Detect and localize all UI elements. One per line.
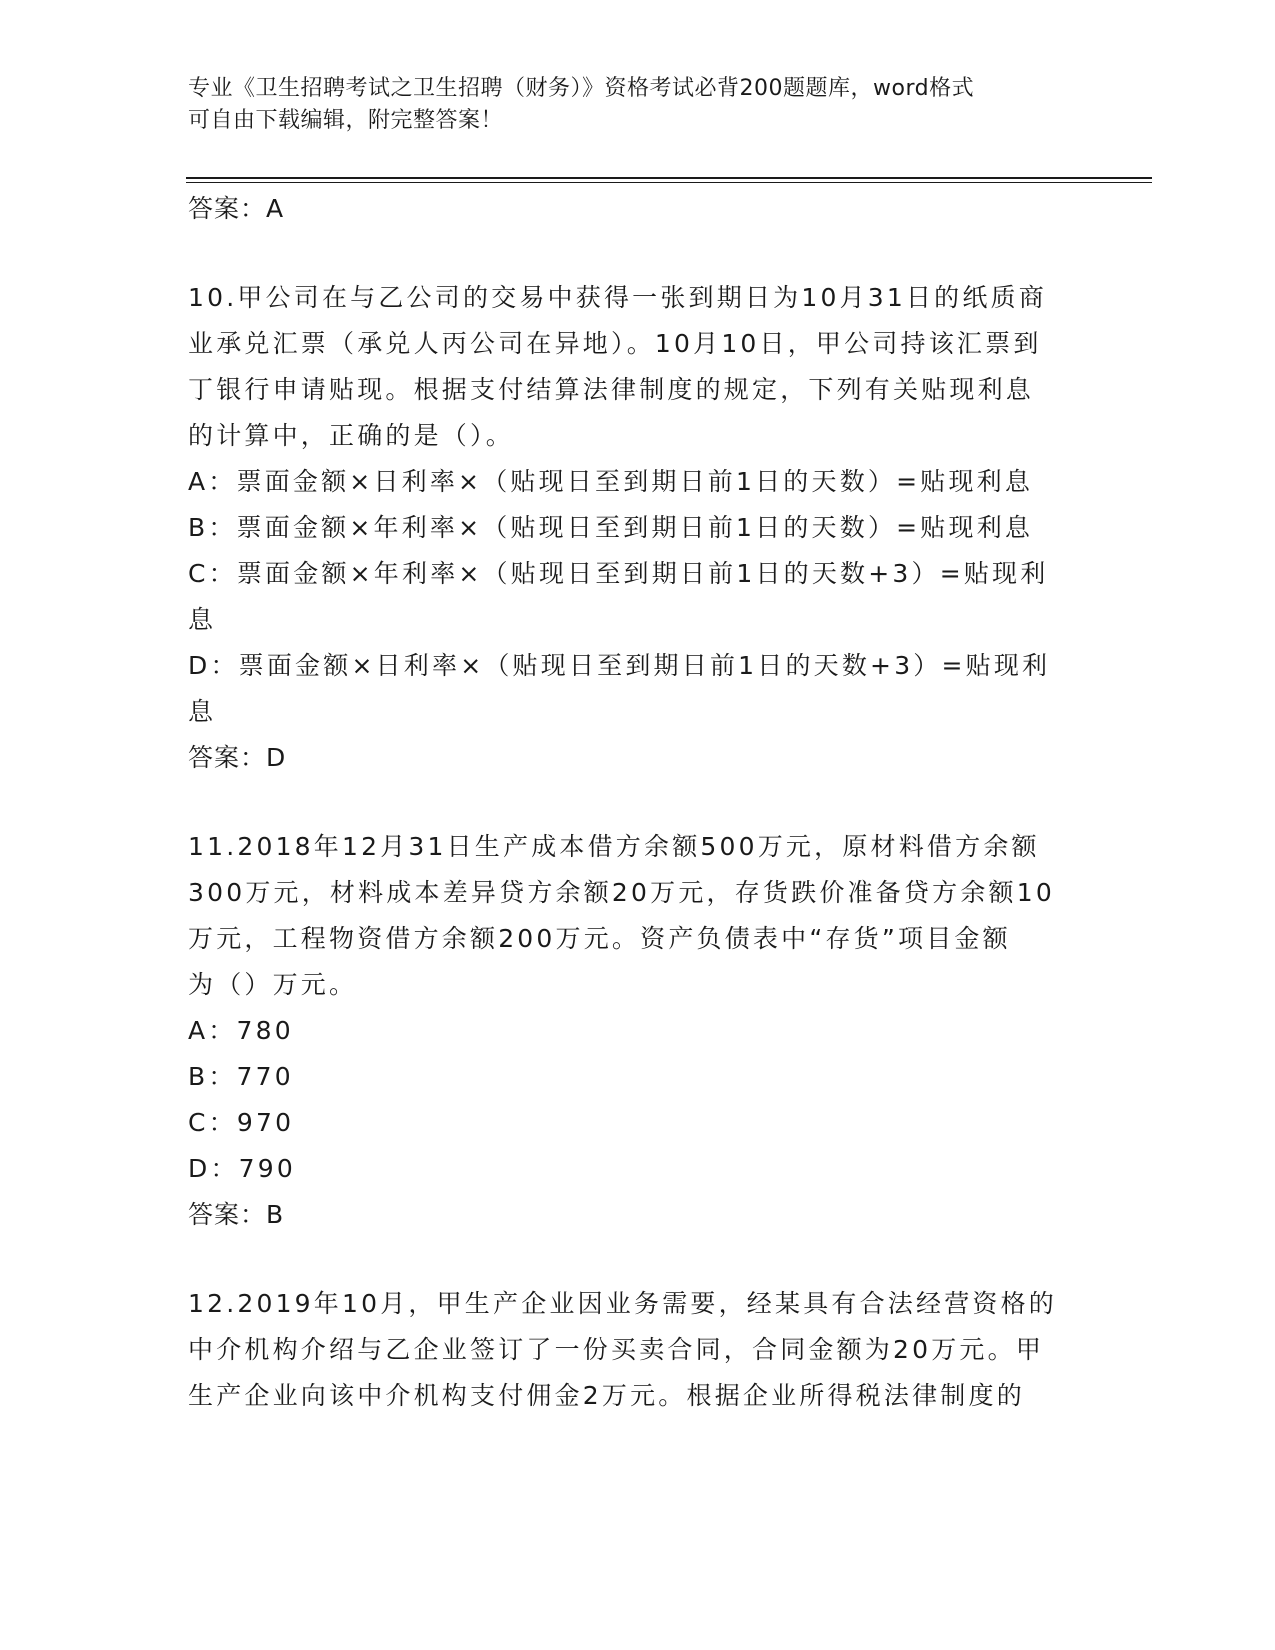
question-stem-line: 生产企业向该中介机构支付佣金2万元。根据企业所得税法律制度的 (188, 1381, 1025, 1410)
document-body (188, 186, 1088, 1419)
header-divider-thick (186, 177, 1152, 179)
question-11 (188, 824, 1088, 1238)
question-11-answer: 答案：B (188, 1200, 285, 1229)
option-b: B：770 (188, 1062, 294, 1091)
question-12 (188, 1281, 1088, 1419)
question-stem-line: 为（）万元。 (188, 970, 358, 999)
option-a: A：780 (188, 1016, 294, 1045)
option-c: C：票面金额×年利率×（贴现日至到期日前1日的天数+3）=贴现利 (188, 559, 1049, 588)
question-stem-line: 中介机构介绍与乙企业签订了一份买卖合同，合同金额为20万元。甲 (188, 1335, 1045, 1364)
option-c: C：970 (188, 1108, 295, 1137)
spacer (188, 232, 1088, 275)
question-10 (188, 275, 1088, 781)
previous-answer: 答案：A (188, 194, 285, 223)
question-stem-line: 11.2018年12月31日生产成本借方余额500万元，原材料借方余额 (188, 832, 1040, 861)
question-stem-line: 300万元，材料成本差异贷方余额20万元，存货跌价准备贷方余额10 (188, 878, 1055, 907)
spacer (188, 781, 1088, 824)
option-d-continued: 息 (188, 697, 217, 726)
question-stem-line: 丁银行申请贴现。根据支付结算法律制度的规定，下列有关贴现利息 (188, 375, 1035, 404)
question-stem-line: 业承兑汇票（承兑人丙公司在异地）。10月10日，甲公司持该汇票到 (188, 329, 1042, 358)
question-stem-line: 12.2019年10月，甲生产企业因业务需要，经某具有合法经营资格的 (188, 1289, 1057, 1318)
option-c-continued: 息 (188, 605, 217, 634)
question-stem-line: 10.甲公司在与乙公司的交易中获得一张到期日为10月31日的纸质商 (188, 283, 1047, 312)
spacer (188, 1238, 1088, 1281)
header-line-2: 可自由下载编辑，附完整答案！ (188, 108, 504, 133)
question-stem-line: 的计算中，正确的是（）。 (188, 421, 514, 450)
page-header (188, 73, 1068, 137)
option-a: A：票面金额×日利率×（贴现日至到期日前1日的天数）=贴现利息 (188, 467, 1034, 496)
question-10-answer: 答案：D (188, 743, 287, 772)
option-d: D：790 (188, 1154, 296, 1183)
header-line-1: 专业《卫生招聘考试之卫生招聘（财务）》资格考试必背200题题库，word格式 (188, 76, 975, 101)
header-divider-thin (186, 182, 1152, 183)
option-d: D：票面金额×日利率×（贴现日至到期日前1日的天数+3）=贴现利 (188, 651, 1051, 680)
question-stem-line: 万元，工程物资借方余额200万元。资产负债表中“存货”项目金额 (188, 924, 1011, 953)
option-b: B：票面金额×年利率×（贴现日至到期日前1日的天数）=贴现利息 (188, 513, 1034, 542)
